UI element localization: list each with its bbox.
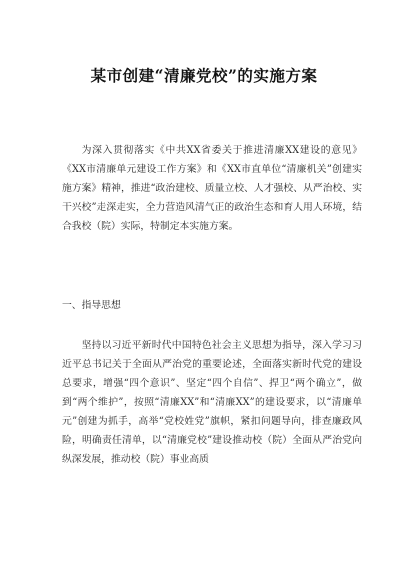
guiding-ideology-paragraph: 坚持以习近平新时代中国特色社会主义思想为指导，深入学习习近平总书记关于全面从严治党的重要论述，全面落实新时代党的建设总要求，增强“四个意识”、坚定“四个自信”、捍卫“两个确立”，做到“两个维护”，按照“清廉XX”和“清廉XX”的建设要求，以“清廉单元”创建为抓手，高举“党校姓党”旗帜，紧扣问题导向，排查廉政风险，明确责任清单，以“清廉党校”建设推动校（院）全面从严治党向纵深发展，推动校（院）事业高质 — [62, 340, 362, 465]
document-title: 某市创建“清廉党校”的实施方案 — [90, 66, 318, 85]
intro-paragraph: 为深入贯彻落实《中共XX省委关于推进清廉XX建设的意见》《XX市清廉单元建设工作方案》和《XX市直单位“清廉机关”创建实施方案》精神，推进“政治建校、质量立校、人才强校、从严治校、实干兴校”走深走实，全力营造风清气正的政治生态和育人用人环境，结合我校（院）实际，特制定本实施方案。 — [62, 145, 362, 232]
section-heading-guiding-ideology: 一、指导思想 — [62, 300, 121, 311]
